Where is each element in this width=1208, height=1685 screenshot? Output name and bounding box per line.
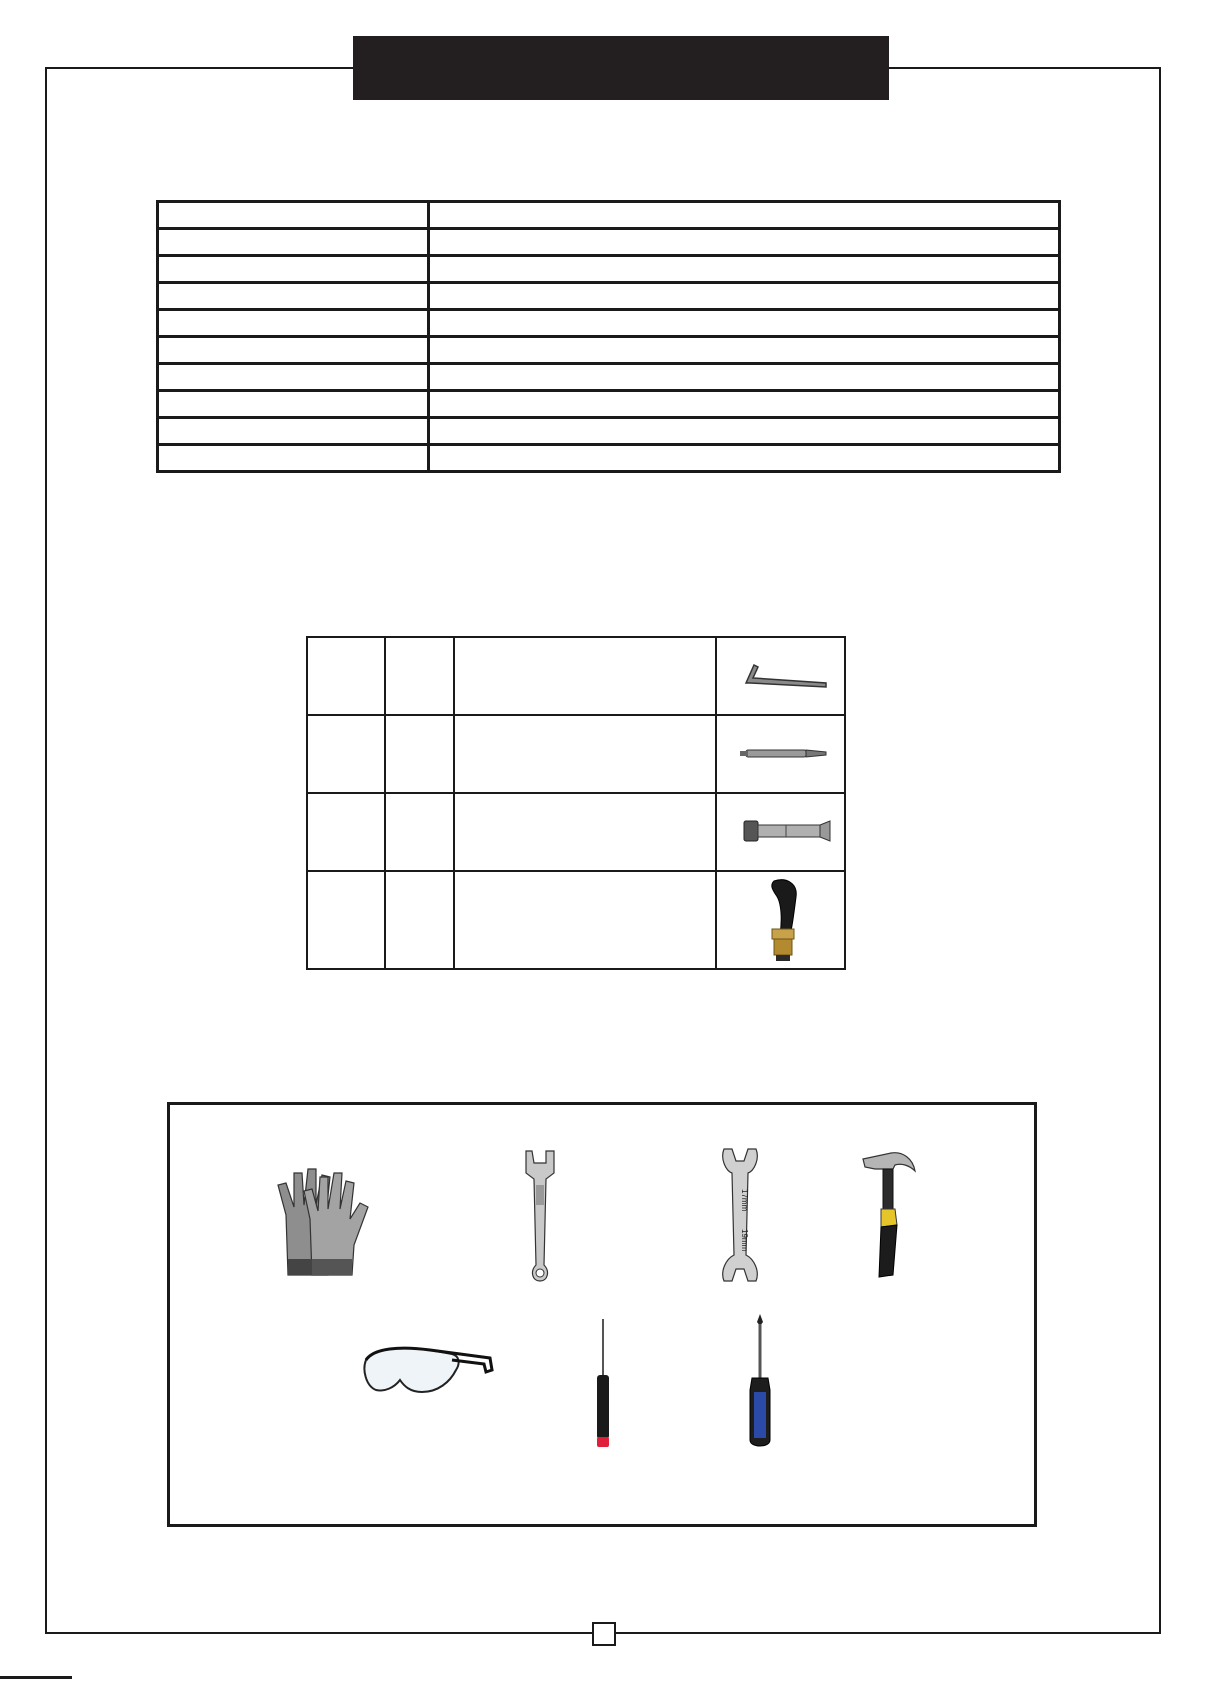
table-row [158,445,1060,472]
handle-icon [726,873,836,965]
table-row [158,256,1060,283]
phillips-screwdriver-icon [740,1310,780,1455]
table-row [307,793,845,871]
claw-hammer-icon [855,1145,925,1285]
spec-table [156,200,1061,473]
footer-rule [0,1676,72,1679]
drill-bit-icon [726,723,836,783]
page-number [592,1622,616,1646]
open-end-wrench-icon [710,1145,770,1285]
table-row [307,871,845,969]
page-title [353,36,889,100]
tools-panel [167,1102,1037,1527]
table-row [158,418,1060,445]
wrench-label-19mm: 19mm [740,1229,749,1252]
table-row [307,637,845,715]
precision-screwdriver-icon [585,1315,621,1455]
gloves-icon [268,1145,378,1285]
allen-key-icon [726,645,836,705]
table-row [158,202,1060,229]
table-row [158,391,1060,418]
hardware-table [306,636,846,970]
adjustable-wrench-icon [510,1145,570,1285]
table-row [158,364,1060,391]
table-row [158,283,1060,310]
table-row [158,310,1060,337]
table-row [158,337,1060,364]
safety-glasses-icon [360,1330,500,1410]
expansion-bolt-icon [726,801,836,861]
wrench-label-17mm: 17mm [740,1189,749,1212]
table-row [307,715,845,793]
table-row [158,229,1060,256]
